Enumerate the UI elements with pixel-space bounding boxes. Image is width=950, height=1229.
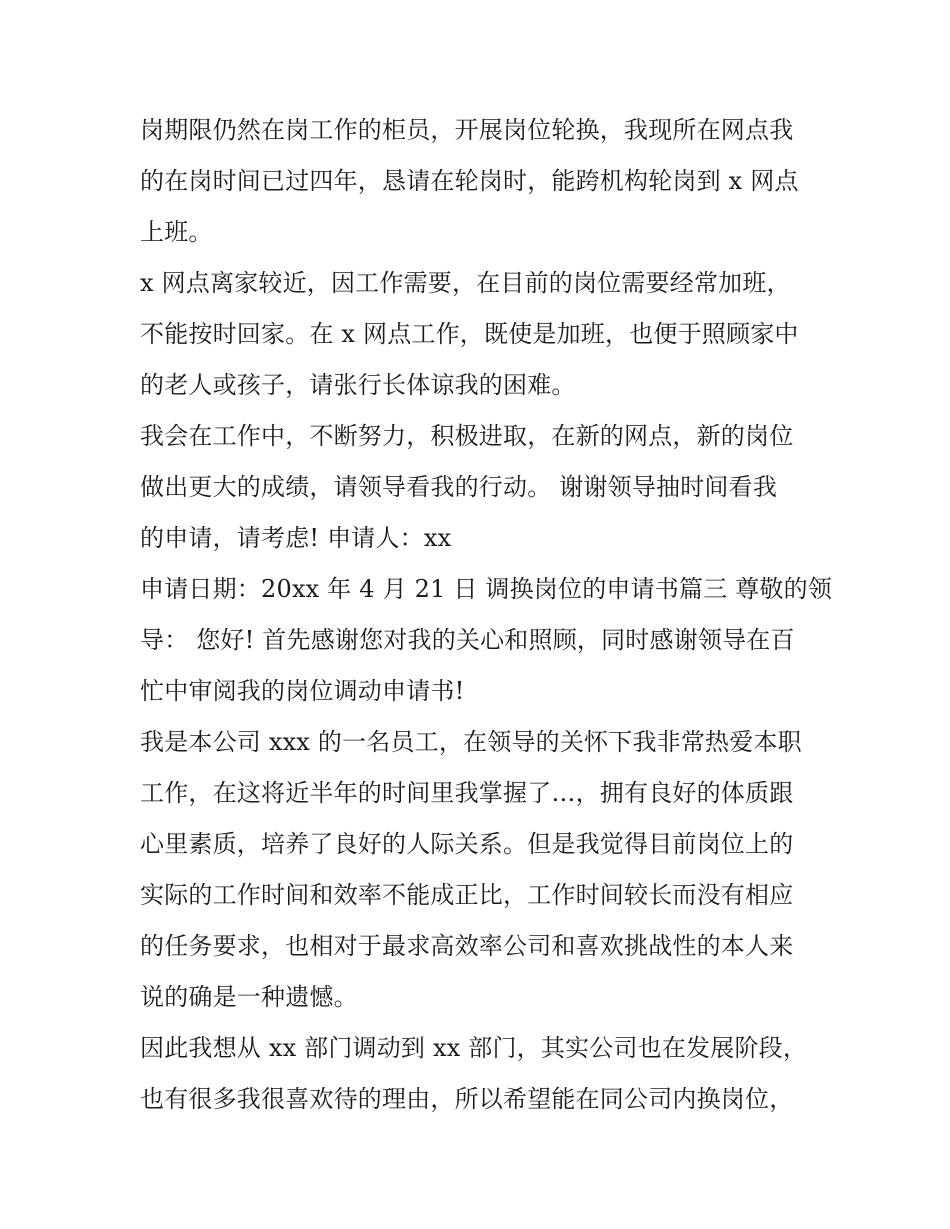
text-line: 说的确是一种遗憾。 <box>140 983 358 1011</box>
text-line: x 网点离家较近，因工作需要，在目前的岗位需要经常加班， <box>140 269 791 297</box>
text-line: 导： 您好! 首先感谢您对我的关心和照顾，同时感谢领导在百 <box>140 626 795 654</box>
text-line: 也有很多我很喜欢待的理由，所以希望能在同公司内换岗位， <box>140 1085 794 1113</box>
text-line: 我是本公司 xxx 的一名员工，在领导的关怀下我非常热爱本职 <box>140 728 802 756</box>
text-line: 的老人或孩子，请张行长体谅我的困难。 <box>140 371 576 399</box>
text-line: 的任务要求，也相对于最求高效率公司和喜欢挑战性的本人来 <box>140 932 794 960</box>
text-line: 申请日期：20xx 年 4 月 21 日 调换岗位的申请书篇三 尊敬的领 <box>140 575 833 603</box>
text-line: 岗期限仍然在岗工作的柜员，开展岗位轮换，我现所在网点我 <box>140 116 794 144</box>
text-line: 因此我想从 xx 部门调动到 xx 部门，其实公司也在发展阶段， <box>140 1034 808 1062</box>
text-line: 的申请，请考虑! 申请人：xx <box>140 524 452 552</box>
text-line: 的在岗时间已过四年，恳请在轮岗时，能跨机构轮岗到 x 网点 <box>140 167 799 195</box>
text-line: 实际的工作时间和效率不能成正比，工作时间较长而没有相应 <box>140 881 794 909</box>
text-line: 不能按时回家。在 x 网点工作，既使是加班，也便于照顾家中 <box>140 320 799 348</box>
text-line: 工作，在这将近半年的时间里我掌握了…，拥有良好的体质跟 <box>140 779 794 807</box>
body-text <box>140 105 833 1125</box>
text-line: 做出更大的成绩，请领导看我的行动。 谢谢领导抽时间看我 <box>140 473 778 501</box>
text-line: 上班。 <box>140 218 213 246</box>
text-line: 心里素质，培养了良好的人际关系。但是我觉得目前岗位上的 <box>140 830 794 858</box>
text-line: 我会在工作中，不断努力，积极进取，在新的网点，新的岗位 <box>140 422 794 450</box>
text-line: 忙中审阅我的岗位调动申请书! <box>140 677 465 705</box>
